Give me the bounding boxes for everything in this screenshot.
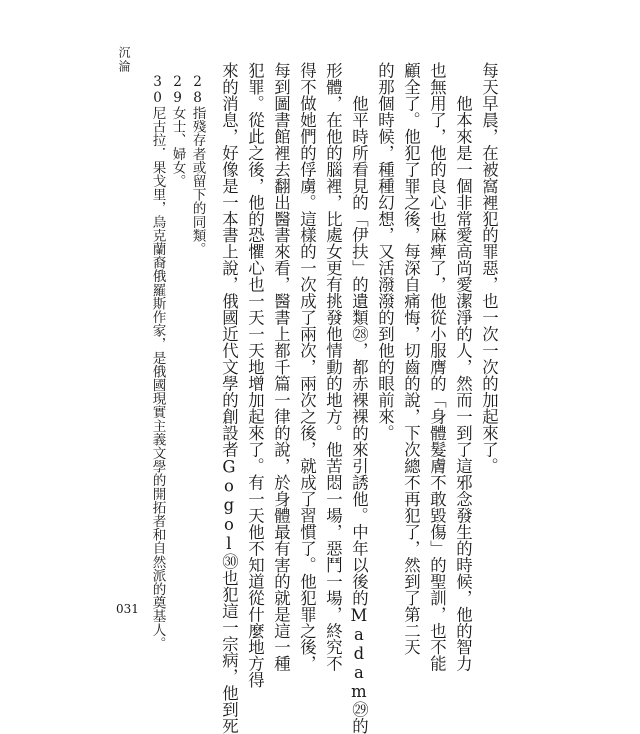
body-column-3: 也無用了，他的良心也麻痺了，他從小服膺的「身體髮膚不敢毀傷」的聖訓，也不能 bbox=[427, 62, 447, 672]
body-column-4: 顧全了。他犯了罪之後，每深自痛悔，切齒的說，下次總不再犯了，然到了第二天 bbox=[401, 62, 421, 656]
body-column-7: 形體，在他的腦裡，比處女更有挑發他情動的地方。他苦悶一場，惡鬥一場，終究不 bbox=[323, 62, 343, 672]
body-column-10: 犯罪。從此之後，他的恐懼心也一天一天地增加起來了。有一天他不知道從什麼地方得 bbox=[245, 62, 265, 689]
page-number: 031 bbox=[116, 602, 139, 616]
body-column-6: 他平時所看見的「伊扶」的遺類㉘，都赤裸裸的來引誘他。中年以後的Madam㉙的 bbox=[349, 62, 369, 734]
body-column-8: 得不做她們的俘虜。這樣的一次成了兩次，兩次之後，就成了習慣了。他犯罪之後， bbox=[297, 62, 317, 672]
body-column-1: 每天早晨，在被窩裡犯的罪惡，也一次一次的加起來了。 bbox=[479, 62, 499, 474]
body-column-9: 每到圖書館裡去翻出醫書來看，醫書上都千篇一律的說，於身體最有害的就是這一種 bbox=[271, 62, 291, 672]
running-header: 沉淪 bbox=[117, 46, 131, 74]
body-column-11: 來的消息，好像是一本書上說，俄國近代文學的創設者Gogol㉚也犯這一宗病，他到死 bbox=[219, 62, 239, 734]
footnote-28: 28指殘存者或留下的同類。 bbox=[189, 74, 206, 256]
body-column-5: 的那個時候，種種幻想，又活潑潑的到他的眼前來。 bbox=[375, 62, 395, 442]
body-column-2: 他本來是一個非常愛高尚愛潔淨的人，然而一到了這邪念發生的時候，他的智力 bbox=[453, 62, 473, 672]
footnote-29: 29女士、婦女。 bbox=[169, 74, 186, 188]
footnote-30: 30尼古拉．果戈里，烏克蘭裔俄羅斯作家，是俄國現實主義文學的開拓者和自然派的奠基人。 bbox=[149, 74, 166, 650]
